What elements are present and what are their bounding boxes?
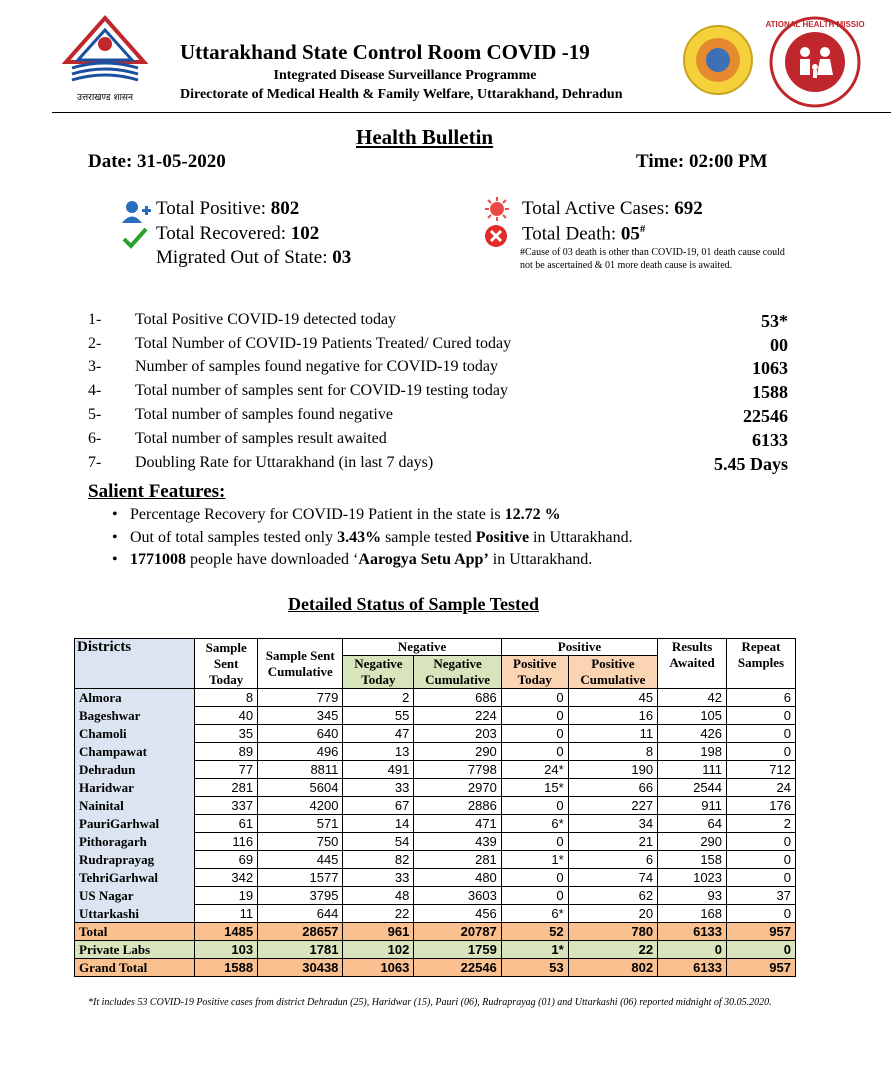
salient-item: • 1771008 people have downloaded ‘Aarogya Setu App’ in Uttarakhand. bbox=[130, 549, 633, 572]
total-positive: Total Positive: 802 bbox=[156, 198, 300, 219]
table-cell: 957 bbox=[727, 959, 796, 977]
table-cell: 224 bbox=[414, 707, 501, 725]
close-circle-icon bbox=[484, 224, 508, 253]
table-cell: 0 bbox=[727, 905, 796, 923]
footnote: *It includes 53 COVID-19 Positive cases from district Dehradun (25), Haridwar (15), Pauri (06), Rudraprayag (01) and Uttarkashi (06) reported midnight of 30.05.2020. bbox=[88, 997, 772, 1008]
stat-number: 5- bbox=[88, 406, 102, 423]
stat-label: Total Number of COVID-19 Patients Treated/ Cured today bbox=[135, 335, 512, 352]
district-name: Dehradun bbox=[75, 761, 195, 779]
table-cell: 33 bbox=[343, 869, 414, 887]
stat-label: Doubling Rate for Uttarakhand (in last 7 days) bbox=[135, 454, 434, 471]
table-cell: 1485 bbox=[195, 923, 258, 941]
table-cell: 93 bbox=[658, 887, 727, 905]
table-cell: 2 bbox=[343, 689, 414, 707]
table-cell: 2 bbox=[727, 815, 796, 833]
col-repeat: Repeat Samples bbox=[727, 639, 796, 689]
table-cell: 0 bbox=[727, 743, 796, 761]
stat-value: 6133 bbox=[752, 430, 788, 450]
table-cell: 426 bbox=[658, 725, 727, 743]
table-cell: 345 bbox=[258, 707, 343, 725]
table-row bbox=[75, 707, 796, 725]
table-cell: 203 bbox=[414, 725, 501, 743]
table-cell: 35 bbox=[195, 725, 258, 743]
table-cell: 0 bbox=[501, 869, 568, 887]
page-subtitle: Integrated Disease Surveillance Programme bbox=[273, 68, 537, 83]
table-cell: 0 bbox=[501, 707, 568, 725]
table-cell: 103 bbox=[195, 941, 258, 959]
table-cell: 6* bbox=[501, 815, 568, 833]
salient-list bbox=[130, 504, 633, 572]
table-cell: 102 bbox=[343, 941, 414, 959]
table-cell: 779 bbox=[258, 689, 343, 707]
stat-row bbox=[88, 311, 788, 335]
grand-total-row bbox=[75, 959, 796, 977]
table-cell: 158 bbox=[658, 851, 727, 869]
table-row bbox=[75, 869, 796, 887]
table-cell: 471 bbox=[414, 815, 501, 833]
table-cell: 0 bbox=[727, 869, 796, 887]
col-negative: Negative bbox=[343, 639, 501, 656]
check-icon bbox=[122, 226, 148, 255]
district-name: Uttarkashi bbox=[75, 905, 195, 923]
table-cell: 1023 bbox=[658, 869, 727, 887]
table-cell: 0 bbox=[501, 797, 568, 815]
col-pos-cum: Positive Cumulative bbox=[568, 656, 657, 689]
stat-label: Number of samples found negative for COVID-19 today bbox=[135, 358, 499, 375]
migrated-out: Migrated Out of State: 03 bbox=[156, 247, 352, 268]
table-cell: 8 bbox=[568, 743, 657, 761]
table-cell: 22 bbox=[568, 941, 657, 959]
table-cell: 47 bbox=[343, 725, 414, 743]
stat-row bbox=[88, 454, 788, 478]
table-cell: 48 bbox=[343, 887, 414, 905]
total-row bbox=[75, 923, 796, 941]
stat-number: 2- bbox=[88, 335, 102, 352]
table-cell: 30438 bbox=[258, 959, 343, 977]
table-cell: 644 bbox=[258, 905, 343, 923]
table-cell: 6133 bbox=[658, 923, 727, 941]
stat-number: 3- bbox=[88, 358, 102, 375]
table-row bbox=[75, 725, 796, 743]
table-cell: 40 bbox=[195, 707, 258, 725]
total-death: Total Death: 05# bbox=[522, 223, 646, 245]
table-cell: 6* bbox=[501, 905, 568, 923]
salient-heading: Salient Features: bbox=[88, 481, 226, 502]
table-cell: 24 bbox=[727, 779, 796, 797]
govt-logo-caption: उत्तराखण्ड शासन bbox=[76, 93, 133, 103]
add-user-icon bbox=[122, 200, 152, 229]
table-cell: 1* bbox=[501, 851, 568, 869]
table-row bbox=[75, 689, 796, 707]
table-cell: 89 bbox=[195, 743, 258, 761]
table-cell: 16 bbox=[568, 707, 657, 725]
table-cell: 281 bbox=[414, 851, 501, 869]
bulletin-heading: Health Bulletin bbox=[356, 125, 494, 149]
table-cell: 14 bbox=[343, 815, 414, 833]
table-cell: 34 bbox=[568, 815, 657, 833]
stat-value: 22546 bbox=[743, 406, 788, 426]
table-row bbox=[75, 743, 796, 761]
table-cell: 227 bbox=[568, 797, 657, 815]
national-health-mission-logo bbox=[765, 12, 865, 112]
table-cell: 0 bbox=[501, 833, 568, 851]
table-cell: 439 bbox=[414, 833, 501, 851]
table-cell: 45 bbox=[568, 689, 657, 707]
private-labs-row bbox=[75, 941, 796, 959]
total-recovered: Total Recovered: 102 bbox=[156, 223, 320, 244]
table-cell: 496 bbox=[258, 743, 343, 761]
table-cell: 712 bbox=[727, 761, 796, 779]
district-name: Champawat bbox=[75, 743, 195, 761]
stat-number: 4- bbox=[88, 382, 102, 399]
table-row bbox=[75, 887, 796, 905]
table-cell: 1588 bbox=[195, 959, 258, 977]
table-cell: 190 bbox=[568, 761, 657, 779]
table-cell: 198 bbox=[658, 743, 727, 761]
col-awaited: Results Awaited bbox=[658, 639, 727, 689]
table-cell: 802 bbox=[568, 959, 657, 977]
district-name: PauriGarhwal bbox=[75, 815, 195, 833]
table-cell: 53 bbox=[501, 959, 568, 977]
table-cell: 22546 bbox=[414, 959, 501, 977]
table-cell: 1063 bbox=[343, 959, 414, 977]
district-name: Pithoragarh bbox=[75, 833, 195, 851]
district-name: Total bbox=[75, 923, 195, 941]
table-cell: 69 bbox=[195, 851, 258, 869]
table-cell: 7798 bbox=[414, 761, 501, 779]
district-name: Grand Total bbox=[75, 959, 195, 977]
table-row bbox=[75, 851, 796, 869]
table-cell: 0 bbox=[501, 743, 568, 761]
table-cell: 0 bbox=[727, 725, 796, 743]
virus-icon bbox=[484, 196, 510, 227]
table-cell: 52 bbox=[501, 923, 568, 941]
table-cell: 1781 bbox=[258, 941, 343, 959]
col-sample-sent-cum: Sample Sent Cumulative bbox=[258, 639, 343, 689]
district-name: TehriGarhwal bbox=[75, 869, 195, 887]
table-cell: 77 bbox=[195, 761, 258, 779]
table-row bbox=[75, 815, 796, 833]
table-cell: 3795 bbox=[258, 887, 343, 905]
stat-label: Total Positive COVID-19 detected today bbox=[135, 311, 397, 328]
table-cell: 290 bbox=[414, 743, 501, 761]
district-name: Nainital bbox=[75, 797, 195, 815]
stat-number: 6- bbox=[88, 430, 102, 447]
table-cell: 42 bbox=[658, 689, 727, 707]
table-cell: 55 bbox=[343, 707, 414, 725]
table-cell: 0 bbox=[501, 887, 568, 905]
death-note: #Cause of 03 death is other than COVID-19, 01 death cause could not be ascertained & 01 more death cause is awaited. bbox=[520, 247, 785, 271]
stat-row bbox=[88, 335, 788, 359]
stat-value: 1588 bbox=[752, 382, 788, 402]
health-dept-logo bbox=[680, 22, 756, 98]
table-cell: 342 bbox=[195, 869, 258, 887]
table-cell: 105 bbox=[658, 707, 727, 725]
stat-row bbox=[88, 382, 788, 406]
header-divider bbox=[52, 112, 891, 113]
table-cell: 2544 bbox=[658, 779, 727, 797]
table-cell: 176 bbox=[727, 797, 796, 815]
table-cell: 54 bbox=[343, 833, 414, 851]
table-cell: 22 bbox=[343, 905, 414, 923]
district-name: Rudraprayag bbox=[75, 851, 195, 869]
table-cell: 21 bbox=[568, 833, 657, 851]
table-cell: 11 bbox=[568, 725, 657, 743]
col-neg-today: Negative Today bbox=[343, 656, 414, 689]
stat-row bbox=[88, 430, 788, 454]
table-cell: 61 bbox=[195, 815, 258, 833]
table-cell: 0 bbox=[501, 725, 568, 743]
total-active: Total Active Cases: 692 bbox=[522, 198, 703, 219]
table-cell: 780 bbox=[568, 923, 657, 941]
table-cell: 0 bbox=[501, 689, 568, 707]
district-name: US Nagar bbox=[75, 887, 195, 905]
table-cell: 1* bbox=[501, 941, 568, 959]
table-cell: 456 bbox=[414, 905, 501, 923]
stat-number: 7- bbox=[88, 454, 102, 471]
table-row bbox=[75, 797, 796, 815]
table-cell: 290 bbox=[658, 833, 727, 851]
table-cell: 13 bbox=[343, 743, 414, 761]
stat-value: 5.45 Days bbox=[713, 454, 788, 474]
col-positive: Positive bbox=[501, 639, 657, 656]
nhm-logo-text: NATIONAL HEALTH MISSION bbox=[765, 20, 865, 29]
table-cell: 4200 bbox=[258, 797, 343, 815]
stat-label: Total number of samples result awaited bbox=[135, 430, 387, 447]
table-cell: 19 bbox=[195, 887, 258, 905]
table-cell: 82 bbox=[343, 851, 414, 869]
col-pos-today: Positive Today bbox=[501, 656, 568, 689]
table-cell: 24* bbox=[501, 761, 568, 779]
table-cell: 686 bbox=[414, 689, 501, 707]
page-subtitle-2: Directorate of Medical Health & Family Welfare, Uttarakhand, Dehradun bbox=[180, 87, 623, 102]
table-title: Detailed Status of Sample Tested bbox=[288, 594, 540, 614]
district-name: Almora bbox=[75, 689, 195, 707]
district-name: Chamoli bbox=[75, 725, 195, 743]
table-cell: 445 bbox=[258, 851, 343, 869]
stat-value: 1063 bbox=[752, 358, 788, 378]
stat-value: 00 bbox=[770, 335, 788, 355]
table-cell: 2970 bbox=[414, 779, 501, 797]
table-cell: 0 bbox=[658, 941, 727, 959]
table-cell: 64 bbox=[658, 815, 727, 833]
district-name: Haridwar bbox=[75, 779, 195, 797]
salient-item: • Out of total samples tested only 3.43% sample tested Positive in Uttarakhand. bbox=[130, 527, 633, 550]
table-cell: 11 bbox=[195, 905, 258, 923]
table-cell: 6133 bbox=[658, 959, 727, 977]
sample-status-table bbox=[74, 638, 796, 977]
table-cell: 3603 bbox=[414, 887, 501, 905]
salient-item: • Percentage Recovery for COVID-19 Patient in the state is 12.72 % bbox=[130, 504, 633, 527]
stat-label: Total number of samples sent for COVID-19 testing today bbox=[135, 382, 509, 399]
table-cell: 8 bbox=[195, 689, 258, 707]
stat-row bbox=[88, 406, 788, 430]
table-cell: 961 bbox=[343, 923, 414, 941]
table-cell: 957 bbox=[727, 923, 796, 941]
table-row bbox=[75, 905, 796, 923]
table-cell: 640 bbox=[258, 725, 343, 743]
district-name: Bageshwar bbox=[75, 707, 195, 725]
col-sample-sent-today: Sample Sent Today bbox=[195, 639, 258, 689]
table-cell: 62 bbox=[568, 887, 657, 905]
stat-value: 53* bbox=[761, 311, 788, 331]
page-title: Uttarakhand State Control Room COVID -19 bbox=[180, 40, 590, 64]
table-row bbox=[75, 833, 796, 851]
table-cell: 168 bbox=[658, 905, 727, 923]
table-cell: 66 bbox=[568, 779, 657, 797]
table-row bbox=[75, 761, 796, 779]
table-cell: 37 bbox=[727, 887, 796, 905]
table-cell: 6 bbox=[568, 851, 657, 869]
table-cell: 337 bbox=[195, 797, 258, 815]
table-cell: 1577 bbox=[258, 869, 343, 887]
table-cell: 571 bbox=[258, 815, 343, 833]
bulletin-time: Time: 02:00 PM bbox=[636, 151, 768, 172]
col-neg-cum: Negative Cumulative bbox=[414, 656, 501, 689]
table-cell: 1759 bbox=[414, 941, 501, 959]
stat-number: 1- bbox=[88, 311, 102, 328]
table-row bbox=[75, 779, 796, 797]
bulletin-date: Date: 31-05-2020 bbox=[88, 151, 226, 172]
table-cell: 491 bbox=[343, 761, 414, 779]
table-cell: 0 bbox=[727, 851, 796, 869]
table-cell: 911 bbox=[658, 797, 727, 815]
table-cell: 33 bbox=[343, 779, 414, 797]
table-cell: 5604 bbox=[258, 779, 343, 797]
table-cell: 8811 bbox=[258, 761, 343, 779]
table-cell: 116 bbox=[195, 833, 258, 851]
table-cell: 2886 bbox=[414, 797, 501, 815]
table-cell: 74 bbox=[568, 869, 657, 887]
district-name: Private Labs bbox=[75, 941, 195, 959]
table-cell: 750 bbox=[258, 833, 343, 851]
table-cell: 111 bbox=[658, 761, 727, 779]
table-cell: 20787 bbox=[414, 923, 501, 941]
table-cell: 67 bbox=[343, 797, 414, 815]
table-cell: 20 bbox=[568, 905, 657, 923]
stat-row bbox=[88, 358, 788, 382]
table-cell: 28657 bbox=[258, 923, 343, 941]
stat-label: Total number of samples found negative bbox=[135, 406, 393, 423]
table-cell: 281 bbox=[195, 779, 258, 797]
table-cell: 0 bbox=[727, 833, 796, 851]
table-cell: 480 bbox=[414, 869, 501, 887]
table-cell: 15* bbox=[501, 779, 568, 797]
table-cell: 0 bbox=[727, 941, 796, 959]
col-districts: Districts bbox=[75, 639, 195, 689]
table-cell: 6 bbox=[727, 689, 796, 707]
table-cell: 0 bbox=[727, 707, 796, 725]
